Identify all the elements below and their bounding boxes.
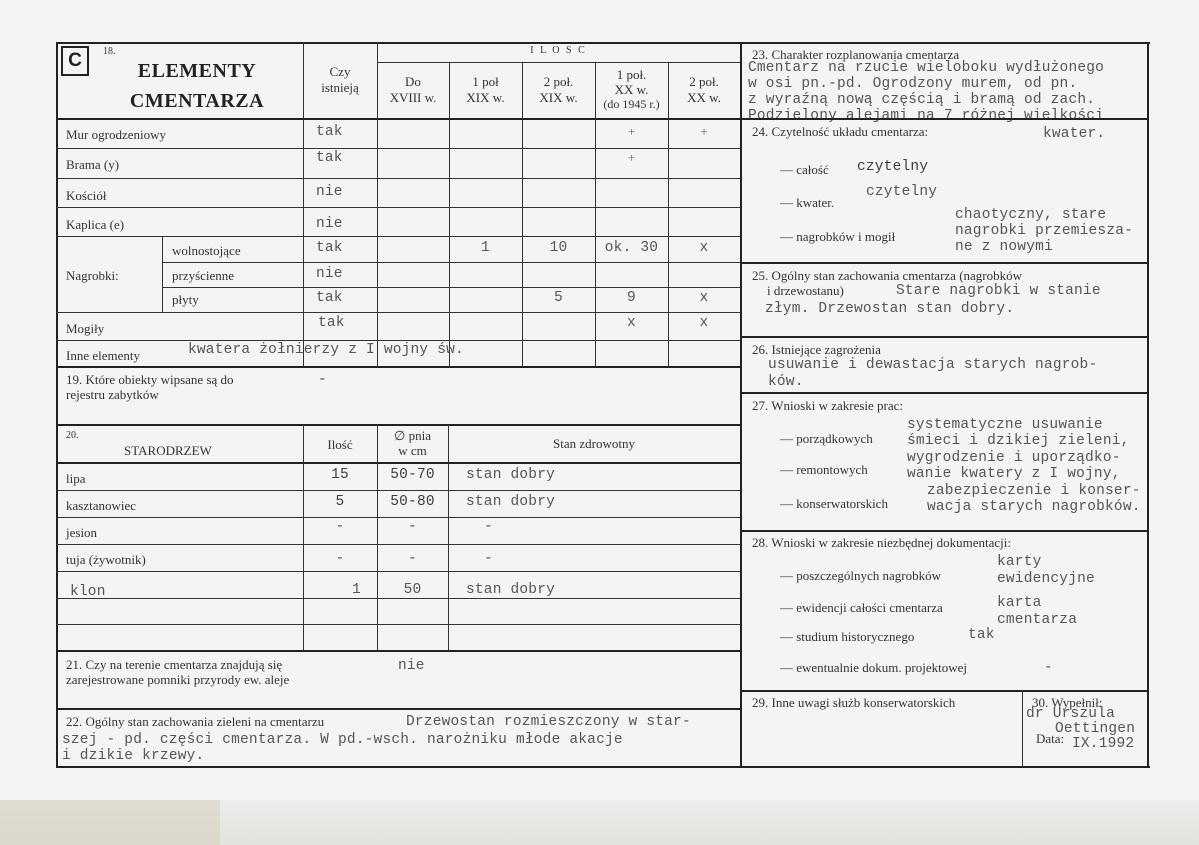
element-slabs-period5: x [699,290,709,306]
period-header-5-l2: XX w. [687,90,721,105]
s28-item2-label: — ewidencji całości cmentarza [780,600,943,615]
s24-overall-label: — całość [780,162,829,177]
s19-label-line2: rejestru zabytków [66,387,159,402]
element-freestanding-period5: x [699,240,709,256]
element-exists-burial-mounds: tak [318,315,345,331]
element-exists-chapel: nie [316,216,343,232]
element-label-chapel: Kaplica (e) [66,217,125,232]
s28-item1-value1: karty [997,554,1042,570]
s30-date: IX.1992 [1072,736,1135,752]
section-title-line2: CMENTARZA [129,90,265,112]
element-wall-period5: + [700,124,708,139]
s27-line3: wygrodzenie i uporządko- [907,450,1121,466]
s22-value-line3: i dzikie krzewy. [62,748,205,764]
tree-health-4: - [484,551,493,567]
s22-value-line1: Drzewostan rozmieszczony w star- [406,714,691,730]
exists-header-line2: istnieją [321,80,359,95]
s20-number: 20. [66,430,79,441]
s28-item2-value1: karta [997,595,1042,611]
tree-diameter-5: 50 [403,582,422,598]
element-label-church: Kościół [66,188,107,203]
element-label-other: Inne elementy [66,348,140,363]
s22-value-line2: szej - pd. części cmentarza. W pd.-wsch. narożniku młode akacje [62,732,623,748]
element-exists-freestanding: tak [316,240,343,256]
s28-item2-value2: cmentarza [997,612,1078,628]
s26-value-line2: ków. [768,374,804,390]
s21-label-line2: zarejestrowane pomniki przyrody ew. aleje [66,672,290,687]
s20-health-header: Stan zdrowotny [553,436,635,451]
element-label-slabs: płyty [172,292,199,307]
s27-line5: zabezpieczenie i konser- [927,483,1141,499]
element-slabs-period4: 9 [627,290,636,306]
s25-label-line1: 25. Ogólny stan zachowania cmentarza (nagrobków [752,268,1023,283]
s23-line4: Podzielony alejami na 7 różnej wielkości [748,108,1105,124]
s27-line2: śmieci i dzikiej zieleni, [907,433,1130,449]
s25-value-line2: złym. Drzewostan stan dobry. [765,301,1015,317]
element-gate-period4: + [627,150,636,165]
s30-name-line2: Oettingen [1055,721,1136,737]
s28-item4-value: - [1044,660,1053,676]
s23-line3: z wyraźną nową częścią i bramą od zach. [748,92,1096,108]
s21-label-line1: 21. Czy na terenie cmentarza znajdują się [66,657,283,672]
s30-name-line1: dr Urszula [1026,706,1116,722]
element-exists-wall: tak [316,124,343,140]
element-label-graves: Nagrobki: [66,268,119,283]
s26-label: 26. Istniejące zagrożenia [752,342,881,357]
s22-label: 22. Ogólny stan zachowania zieleni na cmentarzu [66,714,325,729]
period-header-5-l1: 2 poł. [689,74,719,89]
element-wall-period4: + [627,124,636,139]
element-label-burial-mounds: Mogiły [66,321,105,336]
s23-line2: w osi pn.-pd. Ogrodzony murem, od pn. [748,76,1078,92]
s29-label: 29. Inne uwagi służb konserwatorskich [752,695,956,710]
exists-header-line1: Czy [329,64,351,79]
tree-species-5: klon [70,584,106,600]
s20-diameter-header-l1: ∅ pnia [394,428,431,443]
s24-label: 24. Czytelność układu cmentarza: [752,124,929,139]
s24-quarters-value: czytelny [866,184,938,200]
period-header-4-l1: 1 poł. [616,67,647,82]
s24-graves-label: — nagrobków i mogił [780,229,896,244]
tree-count-2: 5 [335,494,345,510]
s30-date-label: Data: [1036,731,1065,746]
s21-value: nie [398,658,425,674]
tree-diameter-2: 50-80 [390,494,435,510]
tree-diameter-3: - [408,519,417,535]
tree-health-3: - [484,519,493,535]
tree-count-3: - [335,519,345,535]
s27-label: 27. Wnioski w zakresie prac: [752,398,904,413]
period-header-2-l1: 1 poł [472,74,499,89]
tree-diameter-1: 50-70 [390,467,435,483]
period-header-4-l3: (do 1945 r.) [603,97,660,111]
card-torn-corner [0,800,220,845]
s28-item4-label: — ewentualnie dokum. projektowej [780,660,968,675]
element-exists-slabs: tak [316,290,343,306]
period-header-3-l1: 2 poł. [543,74,574,89]
tree-species-1: lipa [66,471,86,486]
tree-species-3: jesion [66,525,98,540]
s28-item1-label: — poszczególnych nagrobków [780,568,942,583]
element-freestanding-period2: 1 [481,240,490,256]
s28-label: 28. Wnioski w zakresie niezbędnej dokumentacji: [752,535,1011,550]
s27-cleaning-label: — porządkowych [780,431,873,446]
period-header-1-l1: Do [405,74,421,89]
period-header-4-l2: XX w. [614,82,649,97]
s24-quarters-label: — kwater. [780,195,835,210]
tree-health-2: stan dobry [466,494,556,510]
s23-line5: kwater. [1043,126,1106,142]
quantity-header: I L O S C [530,45,587,56]
s19-label-line1: 19. Które obiekty wipsane są do [66,372,234,387]
element-label-gate: Brama (y) [66,157,120,172]
section-title-line1: ELEMENTY [137,60,257,82]
s28-item3-value: tak [968,627,995,643]
s27-conservation-label: — konserwatorskich [780,496,888,511]
tree-species-4: tuja (żywotnik) [66,552,146,567]
element-mounds-period4: x [627,315,636,331]
tree-diameter-4: - [408,551,417,567]
element-mounds-period5: x [699,315,709,331]
element-label-freestanding: wolnostojące [172,243,241,258]
period-header-2-l2: XIX w. [466,90,505,105]
s27-line1: systematyczne usuwanie [907,417,1103,433]
element-exists-gate: tak [316,150,343,166]
s27-renovation-label: — remontowych [780,462,868,477]
element-freestanding-period4: ok. 30 [604,240,659,256]
tree-health-1: stan dobry [466,467,556,483]
s23-label: 23. Charakter rozplanowania cmentarza [752,47,960,62]
element-freestanding-period3: 10 [549,240,568,256]
s27-line4: wanie kwatery z I wojny, [907,466,1121,482]
s25-label-line2: i drzewostanu) [767,283,844,298]
s23-line1: Cmentarz na rzucie wieloboku wydłużonego [748,60,1105,76]
s20-count-header: Ilość [327,437,353,452]
element-slabs-period3: 5 [554,290,563,306]
element-exists-church: nie [316,184,343,200]
s19-value: - [318,372,327,388]
section-letter-box: C [61,46,89,76]
s24-overall-value: czytelny [857,159,929,175]
s24-graves-line2: nagrobki przemiesza- [955,223,1134,239]
s25-value-line1: Stare nagrobki w stanie [896,283,1101,299]
tree-species-2: kasztanowiec [66,498,137,513]
s28-item3-label: — studium historycznego [780,629,915,644]
element-label-wall-mounted: przyścienne [172,268,235,283]
period-header-1-l2: XVIII w. [389,90,437,105]
s30-label: 30. Wypełnił: [1032,695,1103,710]
s26-value-line1: usuwanie i dewastacja starych nagrob- [768,357,1098,373]
tree-count-4: - [335,551,345,567]
tree-health-5: stan dobry [466,582,556,598]
tree-count-1: 15 [331,467,349,483]
element-exists-wall-mounted: nie [316,266,343,282]
s27-line6: wacja starych nagrobków. [927,499,1141,515]
s24-graves-line3: ne z nowymi [955,239,1053,255]
s20-title: STARODRZEW [124,443,212,458]
element-other-value: kwatera żołnierzy z I wojny św. [188,342,464,358]
element-label-wall: Mur ogrodzeniowy [66,127,167,142]
s24-graves-line1: chaotyczny, stare [955,207,1107,223]
section-number: 18. [103,46,116,57]
tree-count-5: 1 [352,582,361,598]
period-header-3-l2: XIX w. [539,90,578,105]
s20-diameter-header-l2: w cm [398,443,427,458]
s28-item1-value2: ewidencyjne [997,571,1095,587]
